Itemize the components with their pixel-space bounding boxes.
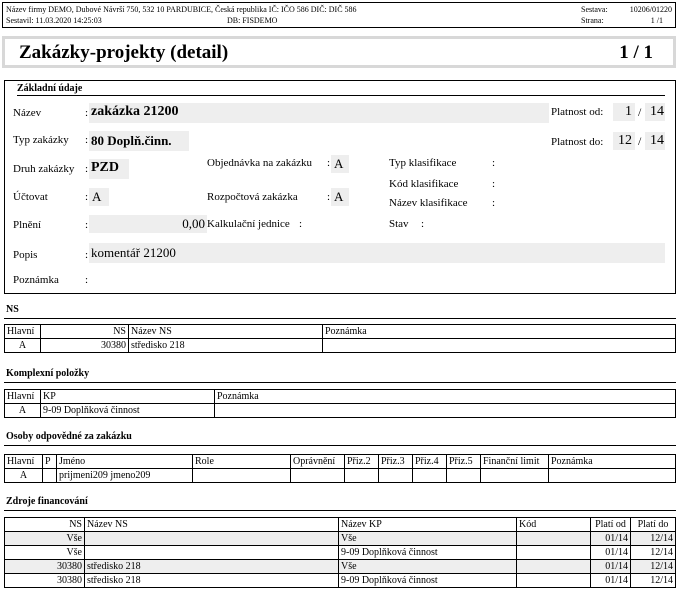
plneni-label: Plnění bbox=[13, 219, 42, 231]
zdroje-cell-nazev-kp: 9-09 Doplňková činnost bbox=[339, 546, 517, 560]
osoby-cell-poznamka bbox=[549, 469, 676, 483]
plneni-value: 0,00 bbox=[182, 216, 205, 231]
zdroje-cell-plati-do: 12/14 bbox=[631, 532, 676, 546]
ns-section-title: NS bbox=[6, 304, 19, 315]
druh-field bbox=[89, 159, 129, 179]
ns-cell-ns: 30380 bbox=[41, 339, 129, 353]
poznamka-label: Poznámka bbox=[13, 274, 59, 286]
zdroje-cell-kod bbox=[517, 532, 591, 546]
typ-klasifikace-label: Typ klasifikace bbox=[389, 157, 457, 169]
osoby-table bbox=[4, 454, 676, 483]
osoby-header-hlavni: Hlavní bbox=[5, 455, 43, 469]
zdroje-header-plati-do: Platí do bbox=[631, 518, 676, 532]
typ-value: 80 Doplň.činn. bbox=[91, 133, 172, 148]
strana-label: Strana: bbox=[581, 16, 604, 25]
uctovat-colon: : bbox=[85, 191, 89, 203]
poznamka-colon: : bbox=[85, 274, 89, 286]
rozpoctova-label: Rozpočtová zakázka bbox=[207, 191, 298, 203]
zdroje-cell-nazev-kp: Vše bbox=[339, 532, 517, 546]
zdroje-table bbox=[4, 517, 676, 588]
platnost-od-month: 1 bbox=[625, 104, 632, 119]
basic-info-panel bbox=[4, 80, 676, 294]
ns-header-poznamka: Poznámka bbox=[323, 325, 676, 339]
zdroje-cell-nazev-kp: 9-09 Doplňková činnost bbox=[339, 574, 517, 588]
sestava-label: Sestava: bbox=[581, 5, 608, 14]
osoby-header-jmeno: Jméno bbox=[57, 455, 193, 469]
zdroje-cell-kod bbox=[517, 546, 591, 560]
typ-colon: : bbox=[85, 134, 89, 146]
platnost-od-year-field bbox=[645, 103, 665, 121]
table-row bbox=[5, 574, 676, 588]
rozpoctova-field bbox=[331, 188, 349, 206]
table-row bbox=[5, 404, 676, 418]
zdroje-cell-nazev-ns: středisko 218 bbox=[85, 560, 339, 574]
sestava-value: 10206/01220 bbox=[629, 5, 672, 14]
kp-cell-poznamka bbox=[215, 404, 676, 418]
druh-value: PZD bbox=[91, 160, 119, 175]
nazev-value: zakázka 21200 bbox=[91, 104, 179, 119]
druh-label: Druh zakázky bbox=[13, 163, 75, 175]
objednavka-value: A bbox=[334, 156, 344, 171]
ns-cell-nazev: středisko 218 bbox=[129, 339, 323, 353]
table-row bbox=[5, 560, 676, 574]
objednavka-colon: : bbox=[327, 157, 331, 169]
ns-header-ns: NS bbox=[41, 325, 129, 339]
osoby-cell-p bbox=[43, 469, 57, 483]
table-row bbox=[5, 546, 676, 560]
report-header bbox=[2, 2, 676, 28]
osoby-section-title: Osoby odpovědné za zakázku bbox=[6, 431, 132, 442]
platnost-do-year: 14 bbox=[650, 133, 664, 148]
druh-colon: : bbox=[85, 163, 89, 175]
ns-cell-poznamka bbox=[323, 339, 676, 353]
platnost-od-slash: / bbox=[638, 105, 642, 119]
objednavka-field bbox=[331, 155, 349, 173]
zdroje-header-plati-od: Platí od bbox=[591, 518, 631, 532]
plneni-colon: : bbox=[85, 219, 89, 231]
zdroje-cell-ns: Vše bbox=[5, 532, 85, 546]
kod-klasifikace-label: Kód klasifikace bbox=[389, 178, 459, 190]
osoby-header-priz3: Přiz.3 bbox=[379, 455, 413, 469]
osoby-header-priz5: Přiz.5 bbox=[447, 455, 481, 469]
osoby-cell-priz3 bbox=[379, 469, 413, 483]
stav-colon: : bbox=[421, 218, 425, 230]
page-title: Zakázky-projekty (detail) bbox=[19, 42, 229, 63]
uctovat-value: A bbox=[92, 189, 102, 204]
zdroje-cell-plati-od: 01/14 bbox=[591, 532, 631, 546]
platnost-od-year: 14 bbox=[650, 104, 664, 119]
zdroje-cell-plati-do: 12/14 bbox=[631, 574, 676, 588]
zdroje-cell-plati-od: 01/14 bbox=[591, 574, 631, 588]
kp-header-hlavni: Hlavní bbox=[5, 390, 41, 404]
osoby-header-priz2: Přiz.2 bbox=[345, 455, 379, 469]
nazev-klasifikace-label: Název klasifikace bbox=[389, 197, 468, 209]
platnost-do-month-field bbox=[613, 132, 635, 150]
nazev-field bbox=[89, 103, 549, 123]
osoby-cell-priz4 bbox=[413, 469, 447, 483]
typ-field bbox=[89, 131, 189, 151]
nazev-label: Název bbox=[13, 107, 42, 119]
osoby-cell-opravneni bbox=[291, 469, 345, 483]
osoby-cell-jmeno: prijmeni209 jmeno209 bbox=[57, 469, 193, 483]
compiled-info: Sestavil: 11.03.2020 14:25:03 bbox=[6, 16, 102, 25]
osoby-cell-priz2 bbox=[345, 469, 379, 483]
ns-cell-hlavni: A bbox=[5, 339, 41, 353]
osoby-cell-hlavni: A bbox=[5, 469, 43, 483]
uctovat-label: Účtovat bbox=[13, 191, 48, 203]
zdroje-cell-plati-od: 01/14 bbox=[591, 560, 631, 574]
osoby-header-poznamka: Poznámka bbox=[549, 455, 676, 469]
popis-value: komentář 21200 bbox=[91, 245, 176, 260]
zdroje-header-ns: NS bbox=[5, 518, 85, 532]
platnost-do-month: 12 bbox=[618, 133, 632, 148]
zdroje-header-kod: Kód bbox=[517, 518, 591, 532]
rozpoctova-colon: : bbox=[327, 191, 331, 203]
kp-header-poznamka: Poznámka bbox=[215, 390, 676, 404]
title-bar bbox=[2, 36, 676, 68]
zdroje-cell-nazev-kp: Vše bbox=[339, 560, 517, 574]
kalkulacni-colon: : bbox=[299, 218, 303, 230]
plneni-field bbox=[89, 215, 207, 233]
typ-label: Typ zakázky bbox=[13, 134, 69, 146]
kp-header-kp: KP bbox=[41, 390, 215, 404]
platnost-do-label: Platnost do: bbox=[551, 136, 604, 148]
ns-table bbox=[4, 324, 676, 353]
zdroje-cell-ns: Vše bbox=[5, 546, 85, 560]
popis-field bbox=[89, 243, 665, 263]
database-info: DB: FISDEMO bbox=[227, 16, 278, 25]
osoby-cell-role bbox=[193, 469, 291, 483]
table-row bbox=[5, 469, 676, 483]
zdroje-cell-nazev-ns: středisko 218 bbox=[85, 574, 339, 588]
zdroje-cell-plati-do: 12/14 bbox=[631, 546, 676, 560]
zdroje-cell-nazev-ns bbox=[85, 532, 339, 546]
osoby-header-priz4: Přiz.4 bbox=[413, 455, 447, 469]
uctovat-field bbox=[89, 188, 109, 206]
osoby-cell-priz5 bbox=[447, 469, 481, 483]
basic-section-title: Základní údaje bbox=[17, 83, 83, 94]
osoby-cell-limit bbox=[481, 469, 549, 483]
table-row bbox=[5, 339, 676, 353]
zdroje-cell-nazev-ns bbox=[85, 546, 339, 560]
kp-cell-kp: 9-09 Doplňková činnost bbox=[41, 404, 215, 418]
ns-header-nazev: Název NS bbox=[129, 325, 323, 339]
nazev-colon: : bbox=[85, 107, 89, 119]
osoby-header-role: Role bbox=[193, 455, 291, 469]
zdroje-cell-plati-od: 01/14 bbox=[591, 546, 631, 560]
zdroje-cell-kod bbox=[517, 560, 591, 574]
stav-label: Stav bbox=[389, 218, 409, 230]
platnost-do-slash: / bbox=[638, 134, 642, 148]
osoby-header-limit: Finanční limit bbox=[481, 455, 549, 469]
ns-header-hlavni: Hlavní bbox=[5, 325, 41, 339]
kod-klasifikace-colon: : bbox=[492, 178, 496, 190]
nazev-klasifikace-colon: : bbox=[492, 197, 496, 209]
company-line: Název firmy DEMO, Dubové Návrší 750, 532 10 PARDUBICE, Česká republika IČ: IČO 586 DIČ: DIČ 586 bbox=[6, 5, 357, 14]
zdroje-section-title: Zdroje financování bbox=[6, 496, 88, 507]
zdroje-cell-ns: 30380 bbox=[5, 560, 85, 574]
kp-section-title: Komplexní položky bbox=[6, 368, 90, 379]
kalkulacni-label: Kalkulační jednice bbox=[207, 218, 290, 230]
rozpoctova-value: A bbox=[334, 189, 344, 204]
zdroje-cell-plati-do: 12/14 bbox=[631, 560, 676, 574]
kp-cell-hlavni: A bbox=[5, 404, 41, 418]
zdroje-cell-kod bbox=[517, 574, 591, 588]
osoby-header-opravneni: Oprávnění bbox=[291, 455, 345, 469]
popis-label: Popis bbox=[13, 249, 38, 261]
strana-value: 1 /1 bbox=[650, 16, 663, 25]
zdroje-cell-ns: 30380 bbox=[5, 574, 85, 588]
zdroje-header-nazev-kp: Název KP bbox=[339, 518, 517, 532]
zdroje-header-nazev-ns: Název NS bbox=[85, 518, 339, 532]
objednavka-label: Objednávka na zakázku bbox=[207, 157, 313, 169]
kp-table bbox=[4, 389, 676, 418]
platnost-od-label: Platnost od: bbox=[551, 106, 604, 118]
typ-klasifikace-colon: : bbox=[492, 157, 496, 169]
table-row bbox=[5, 532, 676, 546]
popis-colon: : bbox=[85, 249, 89, 261]
platnost-do-year-field bbox=[645, 132, 665, 150]
platnost-od-month-field bbox=[613, 103, 635, 121]
page-number: 1 / 1 bbox=[619, 42, 653, 63]
osoby-header-p: P bbox=[43, 455, 57, 469]
